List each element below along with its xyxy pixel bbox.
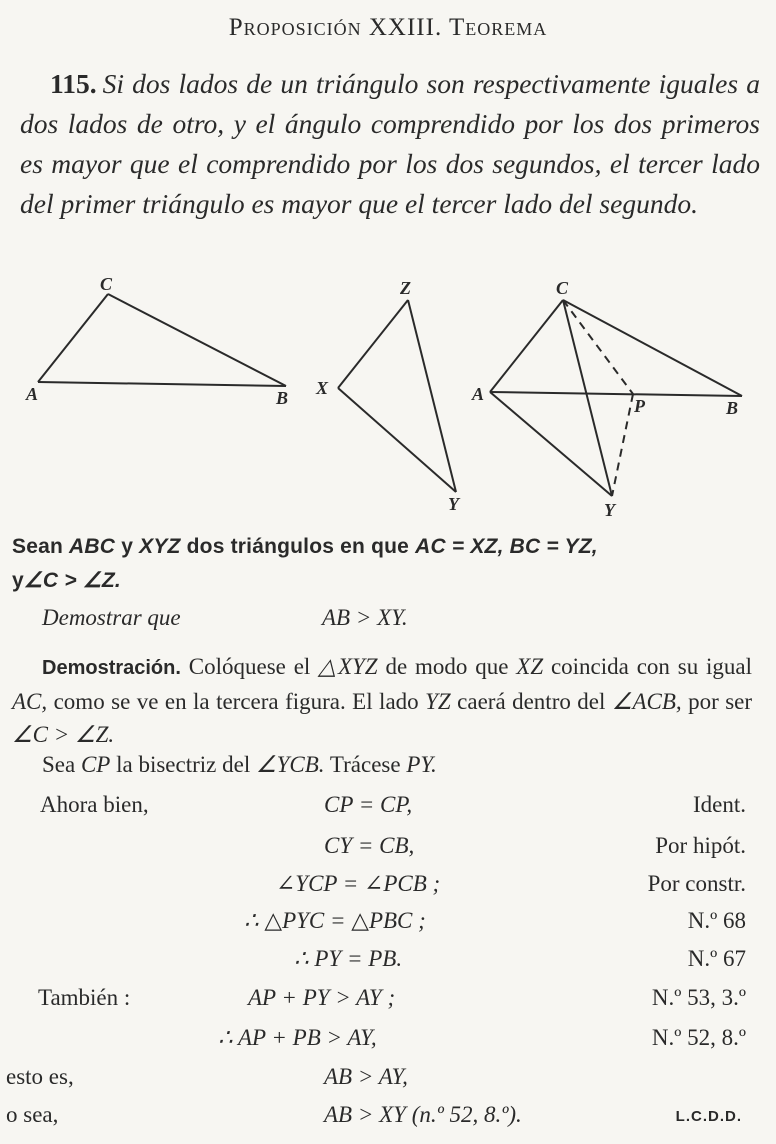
label-a1: A <box>26 384 39 404</box>
proof-m1: △XYZ <box>318 654 378 679</box>
label-y: Y <box>448 494 459 514</box>
bis-m2: ∠YCB. <box>255 752 325 777</box>
step-equation: CY = CB, <box>324 833 415 858</box>
hyp-eq2: BC = YZ, <box>509 535 598 558</box>
proof-m4: YZ <box>425 689 451 714</box>
step-equation: CP = CP, <box>324 792 413 817</box>
step-reference: Por constr. <box>647 871 746 896</box>
side-xz <box>338 300 408 388</box>
proof-s2: de modo que <box>385 654 509 679</box>
step-reference: Por hipót. <box>655 833 746 858</box>
proof-step <box>0 908 776 944</box>
side-ac3 <box>490 300 563 392</box>
proof-step <box>0 833 776 869</box>
segment-py <box>612 394 633 496</box>
step-equation: ∴ PY = PB. <box>294 946 403 971</box>
proof-m5: ∠ACB, <box>611 689 682 714</box>
hyp-eq1: AC = XZ, <box>415 535 504 558</box>
proof-step <box>0 792 776 828</box>
bisector-sentence <box>42 752 437 778</box>
step-equation: ∴ △PYC = △PBC ; <box>244 908 426 933</box>
bis-s1: Sea <box>42 752 76 777</box>
hyp-text-4: y <box>12 569 24 592</box>
geometry-figures <box>0 270 776 520</box>
side-bc <box>108 294 286 386</box>
step-reference: N.º 68 <box>687 908 746 933</box>
step-equation: AP + PY > AY ; <box>248 985 396 1010</box>
label-z: Z <box>400 278 411 298</box>
to-prove-label: Demostrar que <box>42 605 181 630</box>
bisector-cp <box>563 300 633 394</box>
hyp-abc: ABC <box>69 535 116 558</box>
proof-s4: como se ve en la tercera figura. El lado <box>53 689 419 714</box>
step-equation: AB > XY (n.º 52, 8.º). <box>324 1102 522 1127</box>
label-c1: C <box>100 274 113 294</box>
proof-s5: caerá dentro del <box>457 689 606 714</box>
theorem-statement <box>20 64 760 224</box>
hyp-text-3: dos triángulos en que <box>186 535 410 558</box>
step-label: esto es, <box>6 1064 74 1089</box>
side-ay3 <box>490 392 612 496</box>
proof-s3: coincida con su igual <box>550 654 753 679</box>
label-b1: B <box>276 388 289 408</box>
step-equation: ∴ AP + PB > AY, <box>218 1025 377 1050</box>
hyp-eq3: ∠C > ∠Z. <box>23 569 121 592</box>
bis-m1: CP <box>80 752 111 777</box>
bis-s3: Trácese <box>329 752 401 777</box>
side-cb3 <box>563 300 742 396</box>
side-xy <box>338 388 456 492</box>
proof-m2: XZ <box>516 654 544 679</box>
step-reference: N.º 52, 8.º <box>651 1025 746 1050</box>
theorem-text: Si dos lados de un triángulo son respectivamente iguales a dos lados de otro, y el ángulo comprendido por los dos primeros es mayor que el comprendido por los dos segundos, el tercer lado del primer triángulo es mayor que el tercer lado del segundo. <box>20 68 760 219</box>
side-ac <box>38 294 108 382</box>
hyp-xyz: XYZ <box>139 535 181 558</box>
proposition-number: 115. <box>50 68 97 99</box>
hyp-text-1: Sean <box>12 535 63 558</box>
proof-step <box>0 946 776 982</box>
step-label: También : <box>38 985 131 1010</box>
proof-step <box>0 1102 776 1138</box>
proof-step <box>0 871 776 907</box>
label-y3: Y <box>604 500 615 520</box>
bis-m3: PY. <box>406 752 437 777</box>
proof-step <box>0 985 776 1021</box>
proof-s1: Colóquese el <box>188 654 311 679</box>
to-prove-claim: AB > XY. <box>322 605 408 630</box>
proof-m6: ∠C > ∠Z. <box>12 722 115 747</box>
proof-step <box>0 1064 776 1100</box>
label-a3: A <box>472 384 485 404</box>
side-ab3 <box>490 392 742 396</box>
label-x: X <box>316 378 329 398</box>
proof-m3: AC, <box>12 689 48 714</box>
step-reference: Ident. <box>692 792 746 817</box>
label-b3: B <box>726 398 739 418</box>
step-equation: ∠YCP = ∠PCB ; <box>276 871 441 896</box>
hypothesis-paragraph <box>12 530 752 598</box>
proof-paragraph <box>12 650 752 751</box>
proposition-heading: Proposición XXIII. Teorema <box>228 14 548 41</box>
qed-mark: L.C.D.D. <box>675 1108 742 1125</box>
construction-figure <box>490 300 742 496</box>
label-p3: P <box>634 396 645 416</box>
proof-lead: Demostración. <box>42 657 181 679</box>
step-equation: AB > AY, <box>324 1064 408 1089</box>
hyp-text-2: y <box>121 535 134 558</box>
proof-s6: por ser <box>688 689 753 714</box>
step-reference: N.º 53, 3.º <box>651 985 746 1010</box>
step-label: o sea, <box>6 1102 59 1127</box>
triangle-abc <box>38 294 286 386</box>
side-ab <box>38 382 286 386</box>
bis-s2: la bisectriz del <box>116 752 251 777</box>
proof-step <box>0 1025 776 1061</box>
side-cy3 <box>563 300 612 496</box>
step-reference: N.º 67 <box>687 946 746 971</box>
triangle-xyz <box>338 300 456 492</box>
side-zy <box>408 300 456 492</box>
step-label: Ahora bien, <box>40 792 149 817</box>
label-c3: C <box>556 278 569 298</box>
